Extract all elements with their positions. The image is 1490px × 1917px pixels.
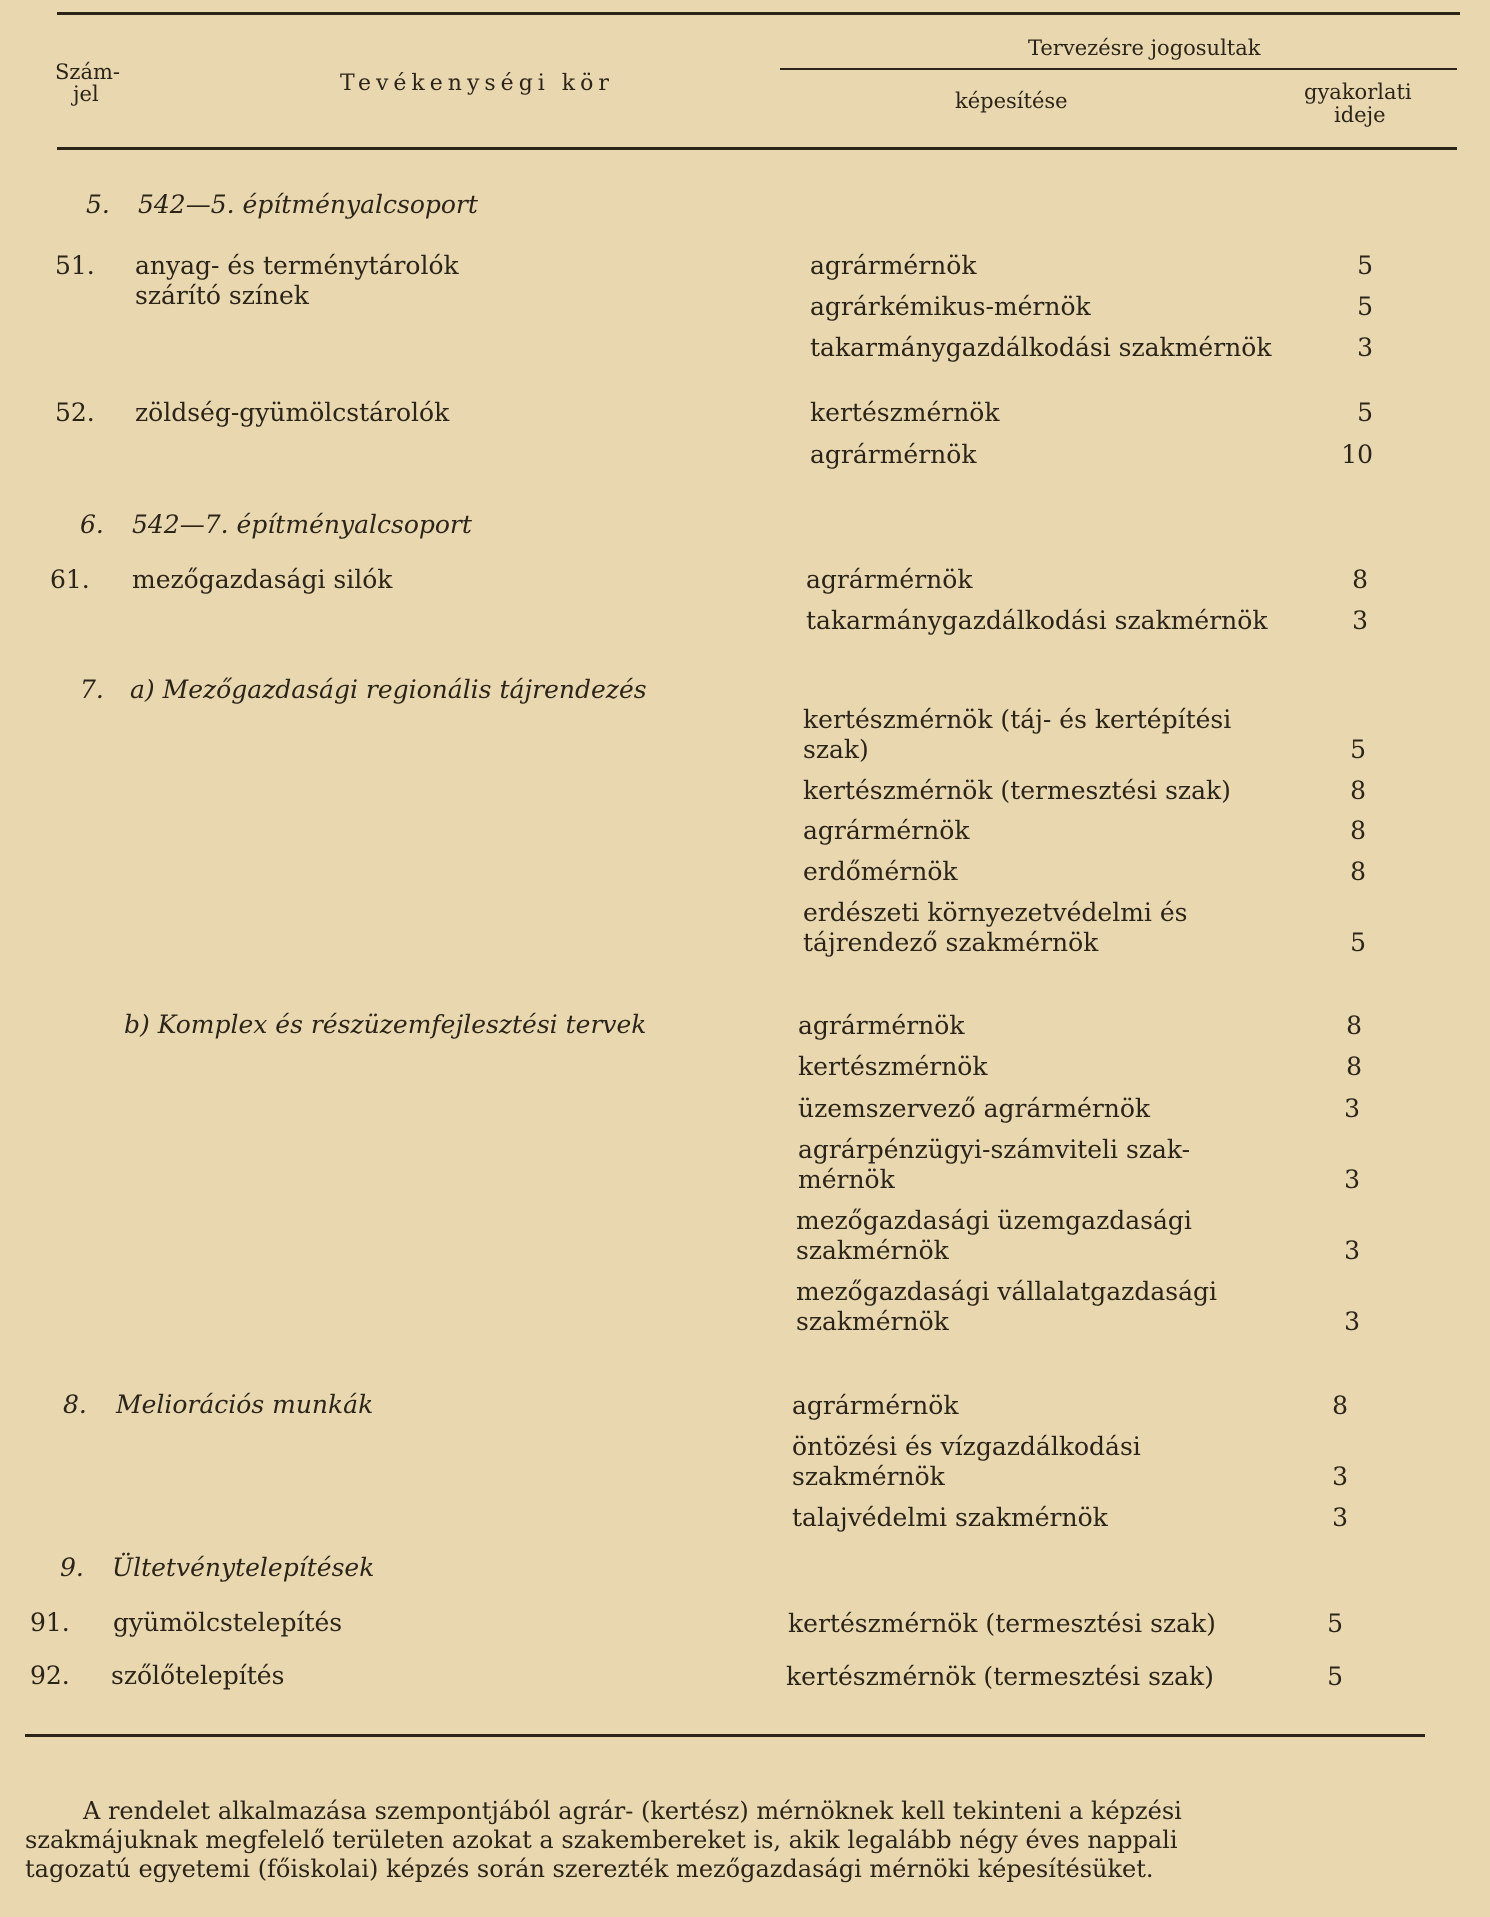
table-bottom-rule [25, 1734, 1425, 1737]
section-code: 5. [86, 190, 110, 219]
qualification: kertészmérnök (táj- és kertépítési [803, 705, 1232, 734]
activity-name: szőlőtelepítés [111, 1661, 285, 1690]
paragraph-line: A rendelet alkalmazása szempontjából agrár- (kertész) mérnöknek kell tekinteni a képzési [83, 1797, 1182, 1825]
qualification: agrárpénzügyi-számviteli szak- [798, 1135, 1191, 1164]
qualification: mezőgazdasági vállalatgazdasági [796, 1277, 1217, 1306]
qualification-line2: szakmérnök [792, 1462, 945, 1491]
paragraph-line: szakmájuknak megfelelő területen azokat a szakembereket is, akik legalább négy éves nappali [25, 1826, 1178, 1854]
practice-years: 5 [1327, 1609, 1343, 1638]
section-code: 6. [80, 510, 104, 539]
qualification: kertészmérnök [798, 1052, 988, 1081]
qualification: agrármérnök [792, 1391, 959, 1420]
qualification: agrármérnök [806, 565, 973, 594]
practice-years: 8 [1350, 776, 1366, 805]
activity-code: 52. [55, 398, 95, 427]
practice-years: 8 [1350, 857, 1366, 886]
practice-years: 3 [1344, 1094, 1360, 1123]
section-code: 9. [60, 1553, 84, 1582]
activity-name: mezőgazdasági silók [132, 565, 393, 594]
header-gyakorlati-line2: ideje [1334, 103, 1386, 127]
section-code: 8. [63, 1390, 87, 1419]
practice-years: 10 [1341, 440, 1373, 469]
section-title: a) Mezőgazdasági regionális tájrendezés [130, 675, 647, 704]
qualification-line2: mérnök [798, 1165, 895, 1194]
practice-years: 5 [1357, 398, 1373, 427]
section-title: Meliorációs munkák [116, 1390, 374, 1419]
qualification: agrármérnök [810, 440, 977, 469]
practice-years: 3 [1344, 1307, 1360, 1336]
practice-years: 3 [1344, 1165, 1360, 1194]
activity-name-line2: szárító színek [135, 281, 309, 310]
practice-years: 8 [1332, 1391, 1348, 1420]
header-kepesitese: képesítése [955, 89, 1068, 113]
section-title: Ültetvénytelepítések [112, 1553, 375, 1582]
activity-code: 61. [50, 565, 90, 594]
practice-years: 3 [1352, 606, 1368, 635]
practice-years: 5 [1350, 928, 1366, 957]
qualification-line2: szak) [803, 735, 869, 764]
practice-years: 5 [1327, 1662, 1343, 1691]
header-bottom-rule [57, 147, 1457, 150]
practice-years: 8 [1352, 565, 1368, 594]
header-gyakorlati-line1: gyakorlati [1304, 80, 1412, 104]
qualification: agrárkémikus-mérnök [810, 292, 1091, 321]
practice-years: 3 [1332, 1462, 1348, 1491]
activity-name: zöldség-gyümölcstárolók [135, 398, 450, 427]
practice-years: 3 [1332, 1503, 1348, 1532]
qualification: öntözési és vízgazdálkodási [792, 1432, 1141, 1461]
qualification: erdészeti környezetvédelmi és [803, 898, 1188, 927]
qualification: takarmánygazdálkodási szakmérnök [810, 333, 1272, 362]
practice-years: 3 [1344, 1236, 1360, 1265]
practice-years: 8 [1346, 1011, 1362, 1040]
qualification: erdőmérnök [803, 857, 958, 886]
activity-name: anyag- és terménytárolók [135, 251, 459, 280]
header-top-rule [57, 12, 1460, 15]
qualification-line2: tájrendező szakmérnök [803, 928, 1099, 957]
header-szamjel-line2: jel [73, 82, 99, 106]
qualification: kertészmérnök (termesztési szak) [786, 1662, 1214, 1691]
qualification: kertészmérnök (termesztési szak) [803, 776, 1231, 805]
qualification-line2: szakmérnök [796, 1236, 949, 1265]
practice-years: 8 [1350, 816, 1366, 845]
qualification: takarmánygazdálkodási szakmérnök [806, 606, 1268, 635]
qualification: kertészmérnök (termesztési szak) [788, 1609, 1216, 1638]
practice-years: 5 [1357, 251, 1373, 280]
header-szamjel-line1: Szám- [55, 60, 120, 84]
qualification: talajvédelmi szakmérnök [792, 1503, 1108, 1532]
header-mid-rule [780, 68, 1457, 70]
practice-years: 8 [1346, 1052, 1362, 1081]
section-title: 542—5. építményalcsoport [138, 190, 478, 219]
qualification: agrármérnök [810, 251, 977, 280]
qualification-line2: szakmérnök [796, 1307, 949, 1336]
practice-years: 5 [1357, 292, 1373, 321]
section-code: 7. [80, 675, 104, 704]
section-title: b) Komplex és részüzemfejlesztési tervek [124, 1010, 647, 1039]
qualification: agrármérnök [803, 816, 970, 845]
footnote-paragraph [25, 1797, 1410, 1884]
qualification: agrármérnök [798, 1011, 965, 1040]
practice-years: 5 [1350, 735, 1366, 764]
paragraph-line: tagozatú egyetemi (főiskolai) képzés során szerezték mezőgazdasági mérnöki képesítésüket. [25, 1855, 1154, 1883]
activity-code: 91. [30, 1608, 70, 1637]
practice-years: 3 [1357, 333, 1373, 362]
header-tervezesre-jogosultak: Tervezésre jogosultak [1028, 36, 1261, 60]
header-tevekenysegi-kor: Tevékenységi kör [340, 71, 614, 96]
qualification: kertészmérnök [810, 398, 1000, 427]
section-title: 542—7. építményalcsoport [132, 510, 472, 539]
activity-code: 51. [55, 251, 95, 280]
activity-code: 92. [30, 1661, 70, 1690]
qualification: mezőgazdasági üzemgazdasági [796, 1206, 1192, 1235]
activity-name: gyümölcstelepítés [113, 1608, 343, 1637]
qualification: üzemszervező agrármérnök [798, 1094, 1151, 1123]
